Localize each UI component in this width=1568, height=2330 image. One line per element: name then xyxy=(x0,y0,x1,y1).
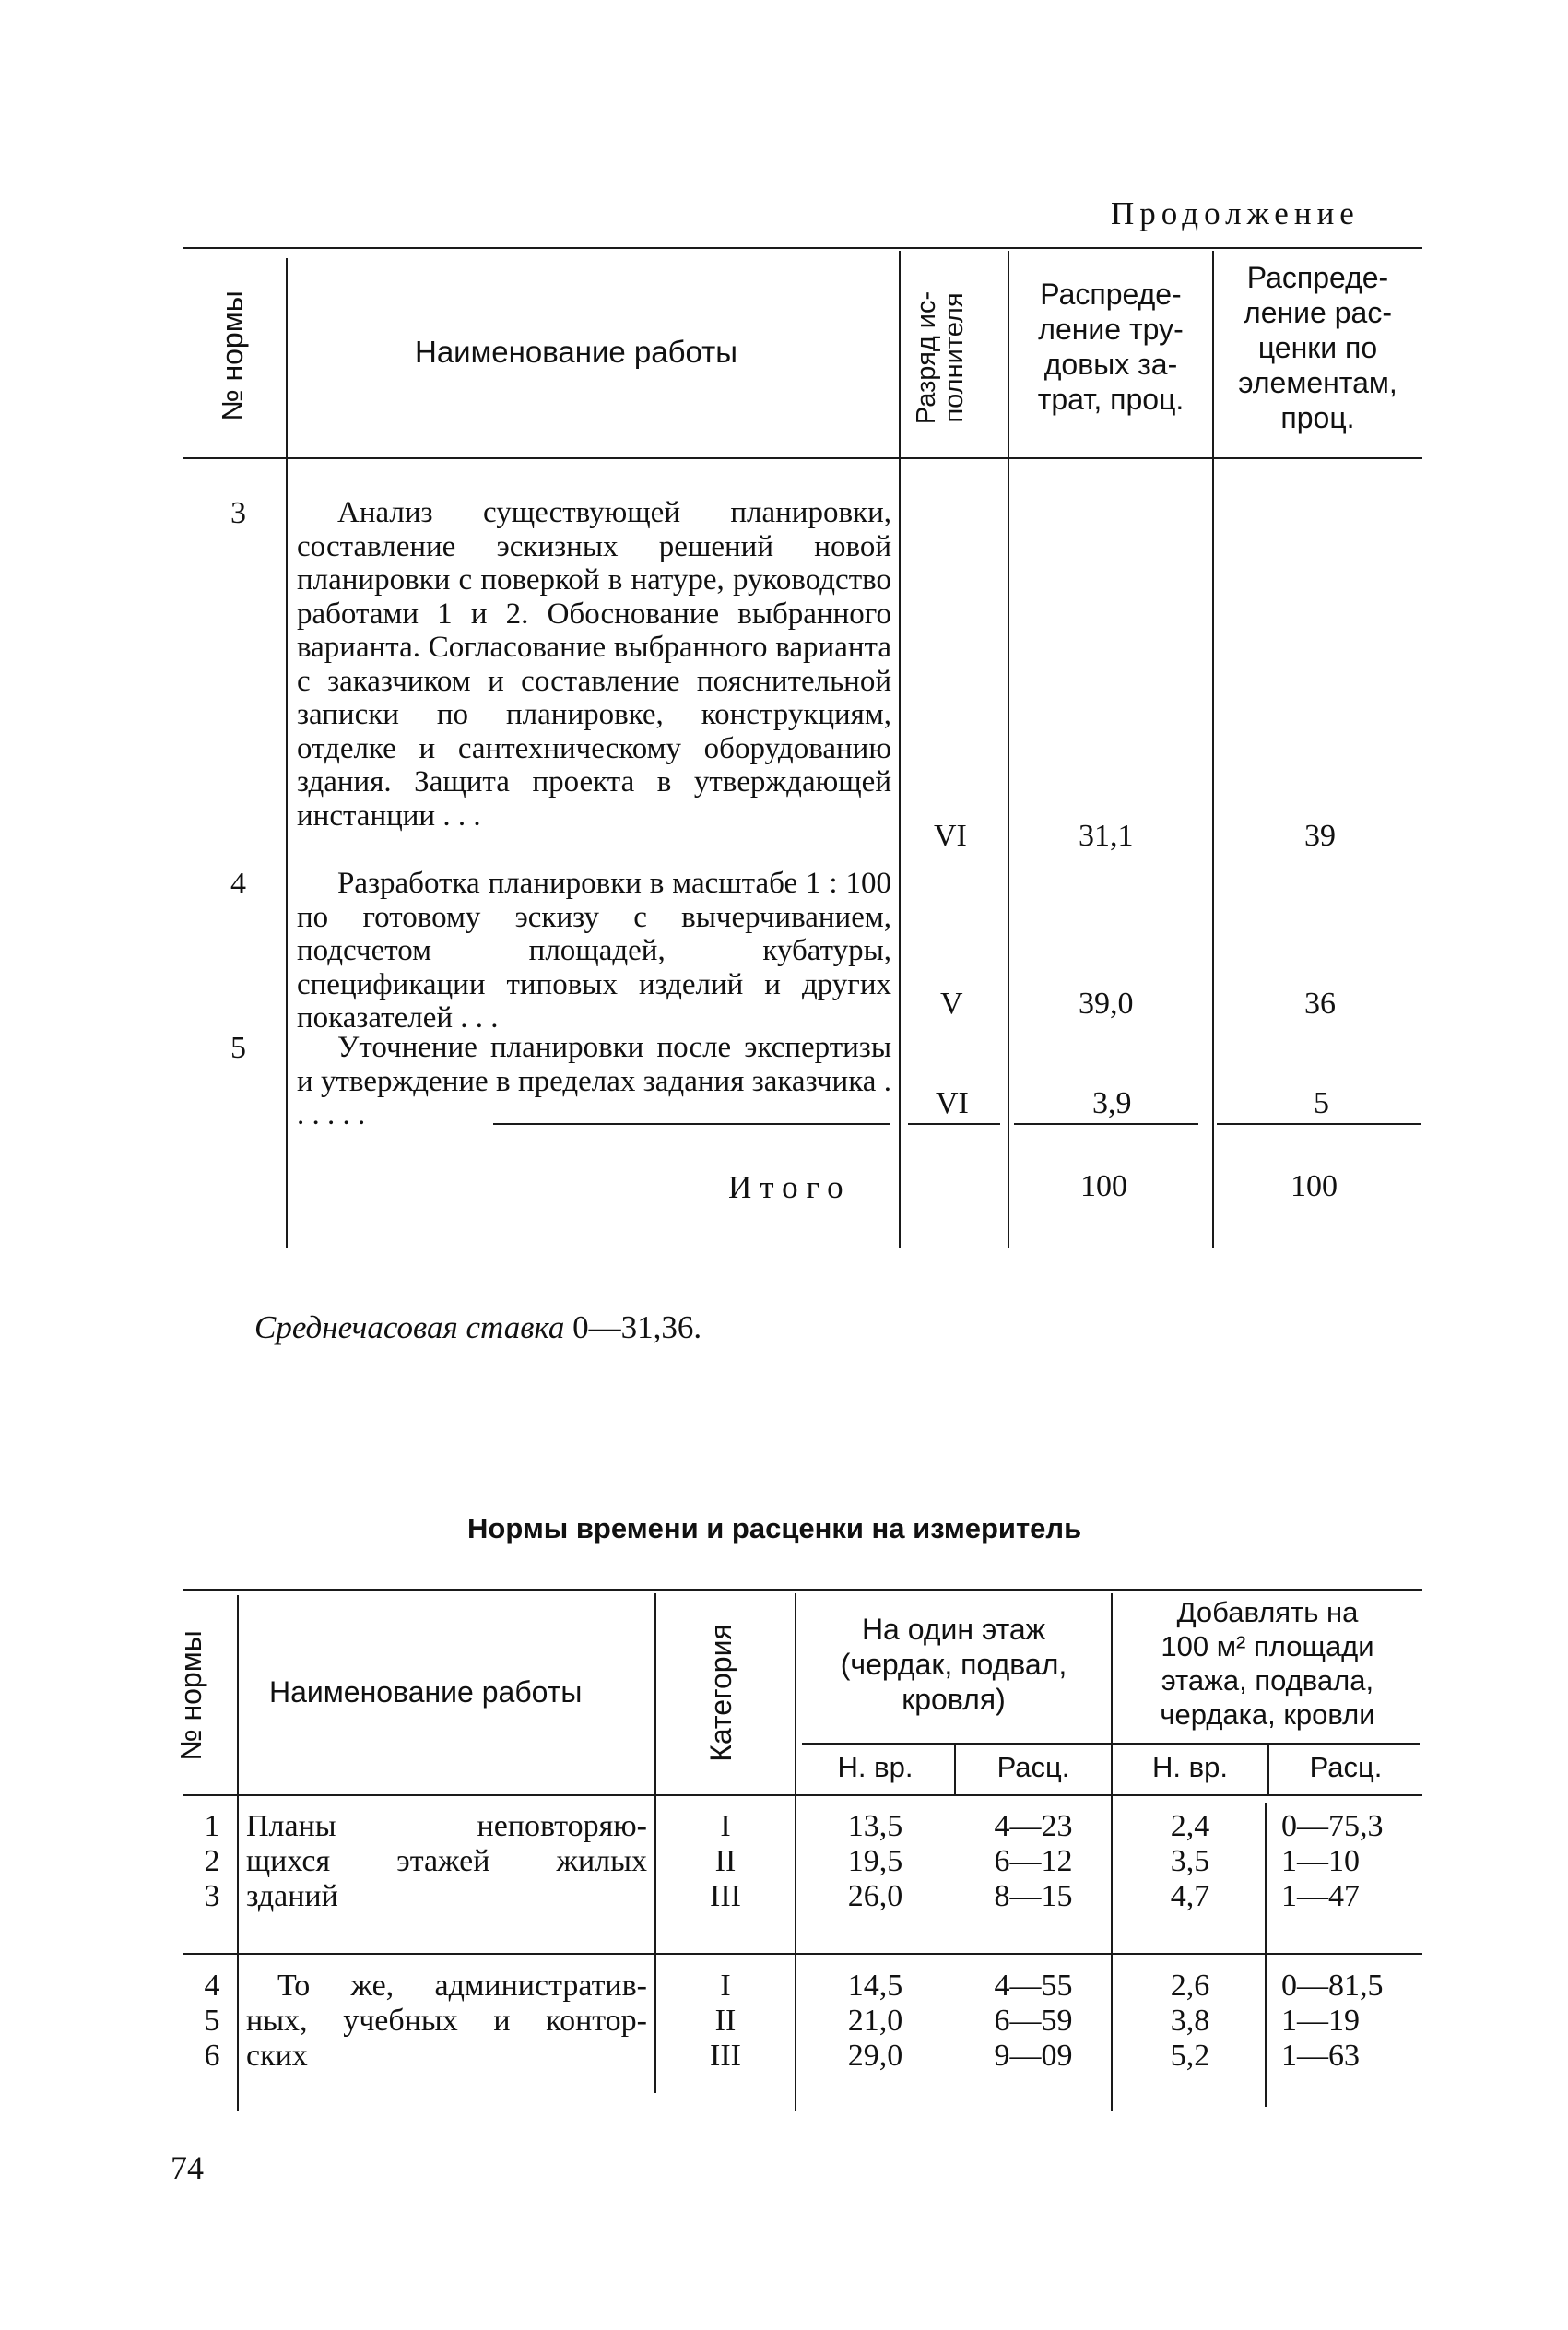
t2-add-rasc: 0—75,3 xyxy=(1281,1809,1384,1843)
t2-num-col xyxy=(194,1809,230,1914)
table-1-top-rule xyxy=(183,247,1422,249)
t1-row-grade: VI xyxy=(934,819,967,853)
t2-category-col xyxy=(656,1809,795,1914)
t2-name-line: зданий xyxy=(246,1879,338,1913)
t2-name-col xyxy=(246,1969,647,2074)
table-1-col-sep-1 xyxy=(286,258,288,1248)
t2-floor-hvr: 14,5 xyxy=(847,1969,903,2003)
table-2-header-rule xyxy=(183,1794,1422,1796)
t2-floor-rasc: 6—12 xyxy=(994,1844,1073,1878)
table-2-title: Нормы времени и расценки на измеритель xyxy=(467,1512,1082,1544)
t2-floor-hvr: 13,5 xyxy=(847,1809,903,1843)
t2-group xyxy=(0,1969,1568,2107)
t2-add-rasc-col xyxy=(1281,1969,1420,2074)
t2-name-line: ных, учебных и контор- xyxy=(246,2004,647,2038)
t1-row-num: 5 xyxy=(230,1031,246,1065)
t2-floor-hvr: 29,0 xyxy=(847,2039,903,2073)
t1-row-price: 39 xyxy=(1304,819,1336,853)
t1-row-labor: 31,1 xyxy=(1079,819,1134,853)
t2-subheader-add-hvr: Н. вр. xyxy=(1152,1751,1228,1783)
t1-row-price: 36 xyxy=(1304,987,1336,1021)
t2-add-rasc: 1—47 xyxy=(1281,1879,1360,1913)
t1-row-labor: 3,9 xyxy=(1092,1086,1132,1120)
t2-header-num: № нормы xyxy=(174,1630,207,1761)
t2-add-hvr: 5,2 xyxy=(1170,2039,1210,2073)
t2-floor-rasc: 6—59 xyxy=(994,2004,1073,2038)
t2-add-hvr-col xyxy=(1113,1809,1267,1914)
t2-category: II xyxy=(714,2004,737,2038)
t2-subheader-add-rasc: Расц. xyxy=(1309,1751,1383,1783)
table-1-col-sep-2 xyxy=(899,251,901,1248)
t2-num: 2 xyxy=(204,1844,220,1878)
t1-header-price: Распреде- ление рас- ценки по элементам, проц. xyxy=(1238,261,1397,434)
t2-category-col xyxy=(656,1969,795,2074)
t2-add-hvr: 4,7 xyxy=(1170,1879,1210,1913)
t2-add-hvr-col xyxy=(1113,1969,1267,2074)
t1-row-price: 5 xyxy=(1314,1086,1329,1120)
t1-total-label: Итого xyxy=(728,1169,852,1205)
t1-row-num: 4 xyxy=(230,867,246,901)
rate-note-label: Среднечасовая ставка xyxy=(254,1309,565,1345)
t2-floor-hvr: 19,5 xyxy=(847,1844,903,1878)
t2-add-rasc: 1—10 xyxy=(1281,1844,1360,1878)
table-2-top-rule xyxy=(183,1589,1422,1591)
t2-floor-rasc: 8—15 xyxy=(994,1879,1073,1913)
t1-row-text: Анализ существующей планировки, составление эскизных решений новой планировки с поверкой в натуре, руководство работами 1 и 2. Обоснование выбранного варианта. Согласование выбранного варианта с заказчиком и составление пояснительной записки по планировке, конструкциям, отделке и сантехническому оборудованию здания. Защита проекта в утверждающей инстанции . . . xyxy=(297,496,891,833)
t2-num: 3 xyxy=(204,1879,220,1913)
t1-row-labor: 39,0 xyxy=(1079,987,1134,1021)
t2-category: III xyxy=(710,1879,741,1913)
t2-num: 4 xyxy=(204,1969,220,2003)
t2-floor-hvr: 26,0 xyxy=(847,1879,903,1913)
table-1-header-rule xyxy=(183,457,1422,459)
t1-header-num: № нормы xyxy=(216,290,249,421)
t1-row-text: Разработка планировки в масштабе 1 : 100 по готовому эскизу с вычерчиванием, подсчетом площадей, кубатуры, спецификации типовых изделий и других показателей . . . xyxy=(297,867,891,1035)
t1-row-grade: VI xyxy=(936,1086,969,1120)
t2-category: I xyxy=(720,1969,731,2003)
t2-header-add: Добавлять на 100 м² площади этажа, подвала, чердака, кровли xyxy=(1160,1596,1375,1731)
t2-name-line: щихся этажей жилых xyxy=(246,1844,647,1878)
t2-name-col xyxy=(246,1809,647,1914)
t2-floor-rasc-col xyxy=(956,1969,1111,2074)
table-1-labor-end-rule xyxy=(1014,1123,1198,1125)
t2-group xyxy=(0,1809,1568,1947)
table-2-group-rule xyxy=(183,1953,1422,1955)
t1-total-price: 100 xyxy=(1291,1169,1338,1203)
t2-name-line: То же, административ- xyxy=(277,1969,647,2003)
t1-row-text: Уточнение планировки после экспертизы и утверждение в пределах задания заказчика . . . . . . xyxy=(297,1031,891,1131)
table-1-price-end-rule xyxy=(1217,1123,1421,1125)
t2-add-hvr: 2,4 xyxy=(1170,1809,1210,1843)
t2-add-hvr: 3,5 xyxy=(1170,1844,1210,1878)
t2-subheader-floor-hvr: Н. вр. xyxy=(837,1751,914,1783)
table-1-grade-end-rule xyxy=(908,1123,1000,1125)
t2-header-category: Категория xyxy=(704,1624,737,1762)
t2-subheader-floor-rasc: Расц. xyxy=(996,1751,1070,1783)
t1-row-grade: V xyxy=(940,987,963,1021)
t1-header-name: Наименование работы xyxy=(415,335,737,369)
t2-header-name: Наименование работы xyxy=(269,1675,583,1709)
t2-floor-hvr: 21,0 xyxy=(847,2004,903,2038)
t1-header-labor: Распреде- ление тру- довых за- трат, проц. xyxy=(1037,278,1185,416)
t2-num: 1 xyxy=(204,1809,220,1843)
t2-name-line: Планы неповторяю- xyxy=(246,1809,647,1843)
t1-header-grade: Разряд ис- полнителя xyxy=(912,290,970,425)
t2-floor-rasc-col xyxy=(956,1809,1111,1914)
t2-num-col xyxy=(194,1969,230,2074)
rate-note-value: 0—31,36. xyxy=(572,1309,702,1345)
t2-floor-hvr-col xyxy=(796,1969,954,2074)
t2-add-rasc-col xyxy=(1281,1809,1420,1914)
page-number: 74 xyxy=(171,2149,204,2186)
t2-category: II xyxy=(714,1844,737,1878)
t2-floor-hvr-col xyxy=(796,1809,954,1914)
t2-category: III xyxy=(710,2039,741,2073)
t2-add-hvr: 3,8 xyxy=(1170,2004,1210,2038)
t1-total-labor: 100 xyxy=(1080,1169,1127,1203)
t2-num: 5 xyxy=(204,2004,220,2038)
t1-row-num: 3 xyxy=(230,496,246,530)
t2-add-rasc: 0—81,5 xyxy=(1281,1969,1384,2003)
t2-floor-rasc: 9—09 xyxy=(994,2039,1073,2073)
t2-add-rasc: 1—19 xyxy=(1281,2004,1360,2038)
t2-floor-rasc: 4—55 xyxy=(994,1969,1073,2003)
continuation-label: Продолжение xyxy=(1111,195,1360,231)
t2-add-hvr: 2,6 xyxy=(1170,1969,1210,2003)
t2-category: I xyxy=(720,1809,731,1843)
t2-num: 6 xyxy=(204,2039,220,2073)
t2-header-per-floor: На один этаж (чердак, подвал, кровля) xyxy=(840,1613,1067,1716)
t2-floor-rasc: 4—23 xyxy=(994,1809,1073,1843)
t2-name-line: ских xyxy=(246,2039,308,2073)
rate-note xyxy=(254,1309,701,1346)
t2-add-rasc: 1—63 xyxy=(1281,2039,1360,2073)
